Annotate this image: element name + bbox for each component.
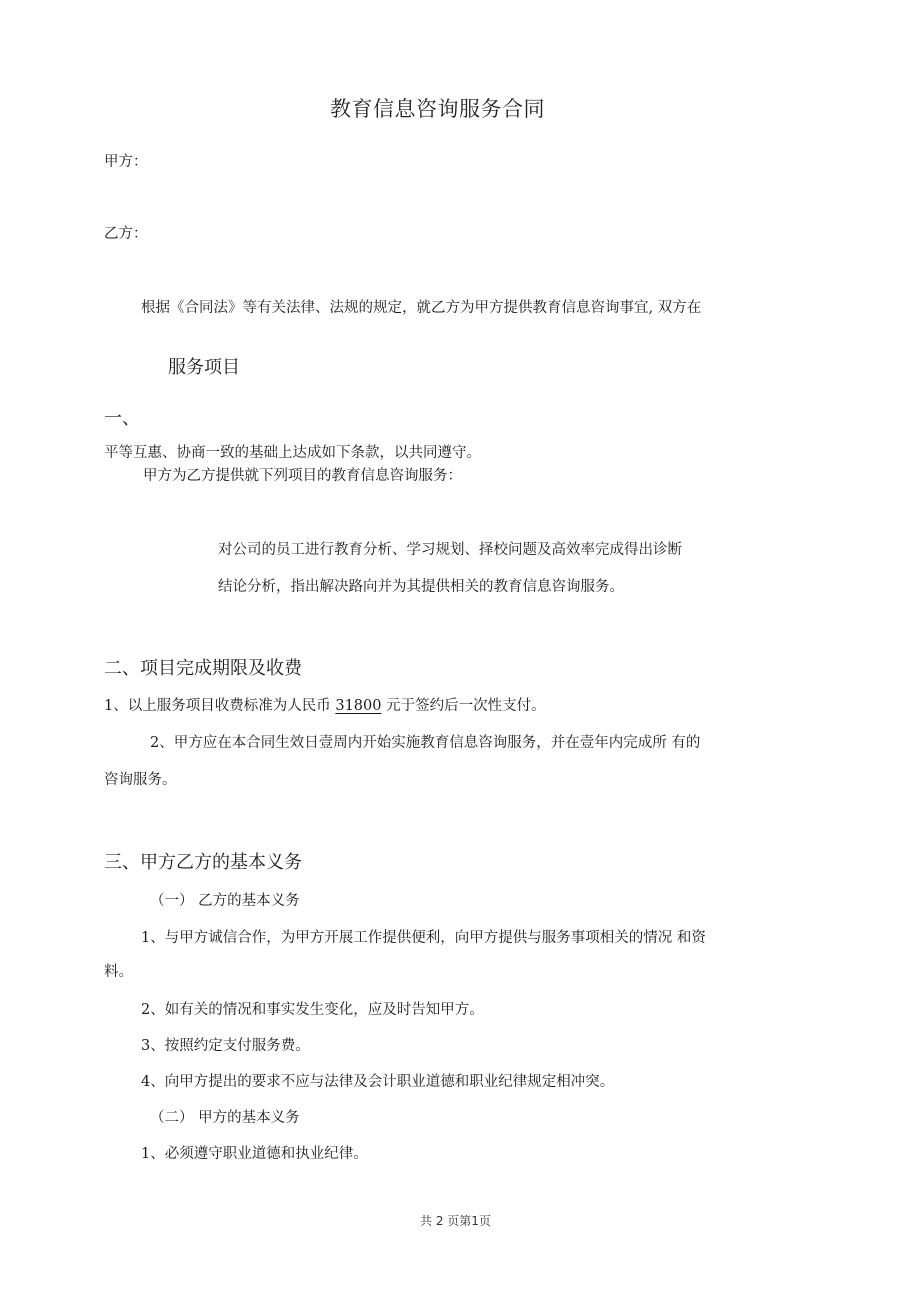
fee-prefix: 1、以上服务项目收费标准为人民币 <box>104 698 336 714</box>
document-title: 教育信息咨询服务合同 <box>330 97 545 121</box>
page-indicator: 共 2 页第1页 <box>420 1214 491 1228</box>
preamble-line-1: 根据《合同法》等有关法律、法规的规定，就乙方为甲方提供教育信息咨询事宜, 双方在 <box>141 300 702 316</box>
preamble-line-2: 平等互惠、协商一致的基础上达成如下条款，以共同遵守。 <box>104 445 481 461</box>
service-heading: 服务项目 <box>168 357 240 378</box>
section-1-number: 一、 <box>104 408 140 429</box>
service-description-line-2: 结论分析，指出解决路向并为其提供相关的教育信息咨询服务。 <box>218 579 624 595</box>
section-1-intro: 甲方为乙方提供就下列项目的教育信息咨询服务： <box>143 468 462 484</box>
service-description-line-1: 对公司的员工进行教育分析、学习规划、择校问题及高效率完成得出诊断 <box>218 542 682 558</box>
obligation-item: 3、按照约定支付服务费。 <box>141 1038 310 1054</box>
section-2-item-1 <box>104 699 546 714</box>
section-2-item-2-line-2: 咨询服务。 <box>104 772 177 788</box>
section-3-sub-1-heading: （一） 乙方的基本义务 <box>150 893 300 909</box>
obligation-item: 1、与甲方诚信合作，为甲方开展工作提供便利，向甲方提供与服务事项相关的情况 和资 <box>141 930 706 946</box>
party-b-label: 乙方： <box>104 226 148 242</box>
obligation-item: 1、必须遵守职业道德和执业纪律。 <box>141 1146 368 1162</box>
section-2-item-2-line-1: 2、甲方应在本合同生效日壹周内开始实施教育信息咨询服务，并在壹年内完成所 有的 <box>150 735 701 751</box>
obligation-item: 料。 <box>104 964 133 980</box>
obligation-item: 2、如有关的情况和事实发生变化，应及时告知甲方。 <box>141 1002 484 1018</box>
fee-suffix: 元于签约后一次性支付。 <box>381 698 546 714</box>
fee-amount: 31800 <box>335 698 382 714</box>
obligation-item: 4、向甲方提出的要求不应与法律及会计职业道德和职业纪律规定相冲突。 <box>141 1074 615 1090</box>
section-2-heading: 二、项目完成期限及收费 <box>104 658 302 679</box>
section-3-heading: 三、甲方乙方的基本义务 <box>104 852 302 873</box>
party-a-label: 甲方： <box>104 154 148 170</box>
section-3-sub-2-heading: （二） 甲方的基本义务 <box>150 1110 300 1126</box>
